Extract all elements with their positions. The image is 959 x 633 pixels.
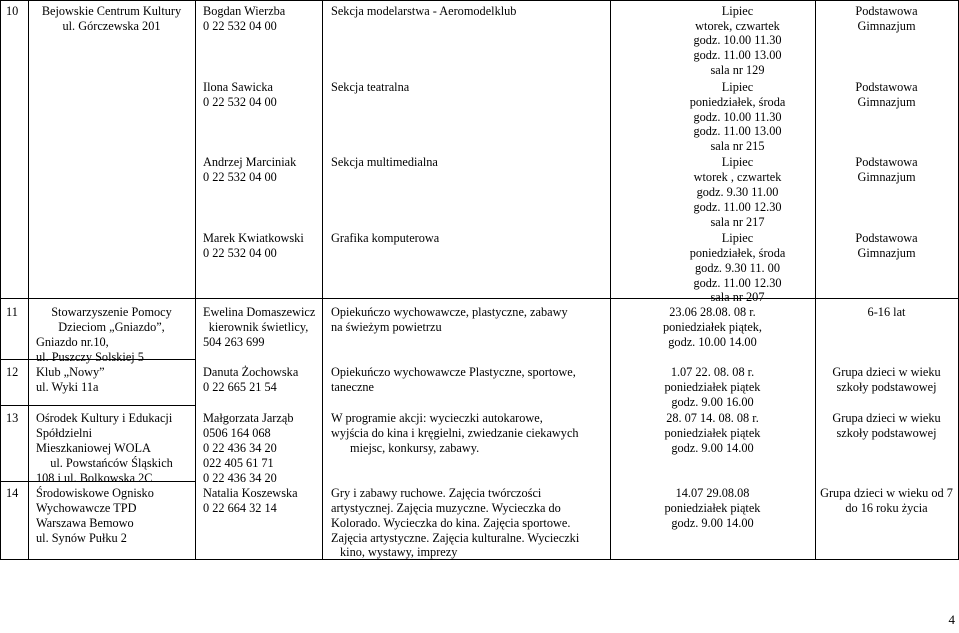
contact-phone: 0 22 532 04 00 xyxy=(203,19,277,33)
contact-name: Bogdan Wierzba xyxy=(203,4,286,18)
audience-line: Grupa dzieci w wieku xyxy=(832,365,941,379)
schedule-line: 28. 07 14. 08. 08 r. xyxy=(666,411,759,425)
organization-line: ul. Górczewska 201 xyxy=(62,19,161,33)
schedule-line: Lipiec xyxy=(721,155,754,169)
schedule-line: godz. 9.00 14.00 xyxy=(671,516,754,530)
organization-line: Warszawa Bemowo xyxy=(36,516,134,530)
organization-line: Środowiskowe Ognisko xyxy=(36,486,154,500)
contact-phone: 0 22 665 21 54 xyxy=(203,380,277,394)
audience-line: Grupa dzieci w wieku od 7 xyxy=(820,486,953,500)
activity-title: Sekcja teatralna xyxy=(331,80,410,94)
row-number: 13 xyxy=(6,411,19,425)
audience-line: Podstawowa xyxy=(855,4,918,18)
row-number: 11 xyxy=(6,305,18,319)
activity-title: Grafika komputerowa xyxy=(331,231,440,245)
page-number: 4 xyxy=(948,611,955,627)
activity-line: Zajęcia artystyczne. Zajęcia kulturalne. Wycieczki xyxy=(331,531,580,545)
table-border xyxy=(0,0,959,1)
schedule-line: sala nr 207 xyxy=(710,290,765,304)
schedule-line: godz. 11.00 13.00 xyxy=(693,48,782,62)
schedule-line: godz. 11.00 13.00 xyxy=(693,124,782,138)
column-divider xyxy=(28,0,29,560)
schedule-line: Lipiec xyxy=(721,231,754,245)
organization-line: Ośrodek Kultury i Edukacji xyxy=(36,411,173,425)
schedule-line: poniedziałek piątek xyxy=(664,426,761,440)
activity-line: Kolorado. Wycieczka do kina. Zajęcia sportowe. xyxy=(331,516,571,530)
schedule-line: sala nr 129 xyxy=(710,63,765,77)
organization-line: Klub „Nowy” xyxy=(36,365,105,379)
column-divider xyxy=(195,0,196,560)
row-number: 10 xyxy=(6,4,19,18)
audience-line: Grupa dzieci w wieku xyxy=(832,411,941,425)
schedule-line: 1.07 22. 08. 08 r. xyxy=(670,365,755,379)
activity-line: taneczne xyxy=(331,380,375,394)
schedule-line: Lipiec xyxy=(721,80,754,94)
contact-name: Ewelina Domaszewicz xyxy=(203,305,316,319)
schedule-line: godz. 10.00 11.30 xyxy=(693,33,782,47)
contact-phone: 0506 164 068 xyxy=(203,426,271,440)
contact-phone: 504 263 699 xyxy=(203,335,265,349)
contact-name: Marek Kwiatkowski xyxy=(203,231,304,245)
schedule-line: poniedziałek piątek xyxy=(664,501,761,515)
contact-phone: 0 22 436 34 20 xyxy=(203,441,277,455)
organization-line: ul. Puszczy Solskiej 5 xyxy=(36,350,144,364)
organization-line: ul. Wyki 11a xyxy=(36,380,99,394)
row-number: 12 xyxy=(6,365,19,379)
contact-name: Małgorzata Jarząb xyxy=(203,411,294,425)
contact-name: Natalia Koszewska xyxy=(203,486,298,500)
audience-line: Gimnazjum xyxy=(857,19,916,33)
contact-phone: 0 22 532 04 00 xyxy=(203,246,277,260)
activity-line: wyjścia do kina i kręgielni, zwiedzanie ciekawych xyxy=(331,426,579,440)
row-divider xyxy=(0,405,195,406)
organization-line: Bejowskie Centrum Kultury xyxy=(41,4,182,18)
audience-line: Gimnazjum xyxy=(857,95,916,109)
schedule-line: godz. 9.00 16.00 xyxy=(671,395,754,409)
activity-title: Sekcja multimedialna xyxy=(331,155,438,169)
audience-line: Podstawowa xyxy=(855,155,918,169)
activity-line: W programie akcji: wycieczki autokarowe, xyxy=(331,411,543,425)
activity-line: Opiekuńczo wychowawcze, plastyczne, zabawy xyxy=(331,305,568,319)
audience-line: 6-16 lat xyxy=(867,305,906,319)
activity-line: Gry i zabawy ruchowe. Zajęcia twórczości xyxy=(331,486,542,500)
audience-line: do 16 roku życia xyxy=(845,501,928,515)
table-border xyxy=(0,0,1,560)
audience-line: Podstawowa xyxy=(855,231,918,245)
schedule-line: godz. 11.00 12.30 xyxy=(693,276,782,290)
contact-name: Ilona Sawicka xyxy=(203,80,273,94)
column-divider xyxy=(322,0,323,560)
contact-name: Andrzej Marciniak xyxy=(203,155,297,169)
schedule-line: godz. 10.00 14.00 xyxy=(668,335,757,349)
schedule-line: godz. 9.00 14.00 xyxy=(671,441,754,455)
schedule-line: sala nr 215 xyxy=(710,139,765,153)
organization-line: Stowarzyszenie Pomocy xyxy=(51,305,172,319)
organization-line: ul. Synów Pułku 2 xyxy=(36,531,127,545)
schedule-line: godz. 9.30 11.00 xyxy=(696,185,779,199)
schedule-line: poniedziałek, środa xyxy=(689,95,786,109)
schedule-line: wtorek , czwartek xyxy=(693,170,782,184)
contact-name: Danuta Żochowska xyxy=(203,365,299,379)
activity-line: artystycznej. Zajęcia muzyczne. Wycieczka do xyxy=(331,501,561,515)
audience-line: szkoły podstawowej xyxy=(836,380,937,394)
organization-line: Dzieciom „Gniazdo”, xyxy=(58,320,165,334)
audience-line: Podstawowa xyxy=(855,80,918,94)
schedule-line: wtorek, czwartek xyxy=(695,19,780,33)
schedule-line: godz. 9.30 11. 00 xyxy=(695,261,780,275)
schedule-line: sala nr 217 xyxy=(710,215,765,229)
activity-line: na świeżym powietrzu xyxy=(331,320,442,334)
organization-line: 108 i ul. Bolkowska 2C xyxy=(36,471,153,485)
audience-line: Gimnazjum xyxy=(857,246,916,260)
audience-line: szkoły podstawowej xyxy=(836,426,937,440)
audience-line: Gimnazjum xyxy=(857,170,916,184)
contact-phone: 0 22 532 04 00 xyxy=(203,170,277,184)
organization-line: ul. Powstańców Śląskich xyxy=(50,456,173,470)
contact-phone: 0 22 436 34 20 xyxy=(203,471,277,485)
schedule-line: Lipiec xyxy=(721,4,754,18)
organization-line: Wychowawcze TPD xyxy=(36,501,137,515)
contact-phone: 0 22 532 04 00 xyxy=(203,95,277,109)
activity-line: miejsc, konkursy, zabawy. xyxy=(350,441,480,455)
schedule-line: poniedziałek piątek, xyxy=(662,320,763,334)
schedule-line: godz. 10.00 11.30 xyxy=(693,110,782,124)
schedule-line: poniedziałek, środa xyxy=(689,246,786,260)
activity-line: kino, wystawy, imprezy xyxy=(340,545,458,559)
schedule-line: poniedziałek piątek xyxy=(664,380,761,394)
organization-line: Mieszkaniowej WOLA xyxy=(36,441,151,455)
organization-line: Spółdzielni xyxy=(36,426,93,440)
schedule-line: 14.07 29.08.08 xyxy=(675,486,750,500)
schedule-line: 23.06 28.08. 08 r. xyxy=(669,305,756,319)
contact-role: kierownik świetlicy, xyxy=(208,320,309,334)
table-border xyxy=(0,559,959,560)
activity-line: Opiekuńczo wychowawcze Plastyczne, sportowe, xyxy=(331,365,576,379)
schedule-line: godz. 11.00 12.30 xyxy=(693,200,782,214)
activity-title: Sekcja modelarstwa - Aeromodelklub xyxy=(331,4,517,18)
organization-line: Gniazdo nr.10, xyxy=(36,335,109,349)
row-number: 14 xyxy=(6,486,19,500)
contact-phone: 022 405 61 71 xyxy=(203,456,274,470)
contact-phone: 0 22 664 32 14 xyxy=(203,501,277,515)
